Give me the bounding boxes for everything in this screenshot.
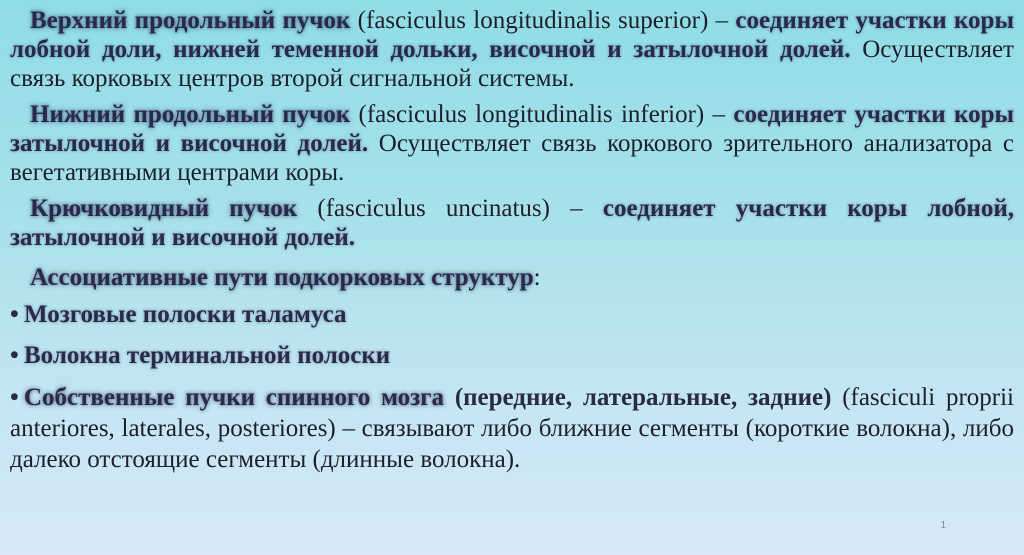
description-superior: Осуществляет связь корковых центров второй сигнальной системы. (10, 36, 1014, 92)
section-heading (10, 263, 1014, 292)
term-inferior: Нижний продольный пучок (30, 101, 351, 128)
section-heading-text: Ассоциативные пути подкорковых структур (30, 264, 534, 291)
paragraph-inferior-fasciculus (10, 100, 1014, 187)
term-spinal-fasciculi: Собственные пучки спинного мозга (24, 384, 445, 411)
paragraph-superior-fasciculus (10, 6, 1014, 93)
term-uncinate: Крючковидный пучок (30, 195, 298, 222)
bullet-dot: • (10, 342, 19, 369)
description-bold-inferior: соединяет участки коры затылочной и височной долей. (10, 101, 1015, 157)
description-inferior: Осуществляет связь коркового зрительного анализатора с вегетативными центрами коры. (10, 130, 1014, 186)
paragraph-uncinate-fasciculus (10, 194, 1014, 252)
bullet-text-terminal-stria: Волокна терминальной полоски (24, 342, 391, 369)
page-number: 1 (940, 520, 946, 531)
description-bold-superior: соединяет участки коры лобной доли, нижней теменной дольки, височной и затылочной долей. (10, 7, 1014, 63)
latin-superior: (fasciculus longitudinalis superior) – (350, 7, 736, 34)
spinal-description: (fasciculi proprii anteriores, laterales, posteriores) – связывают либо ближние сегменты (короткие волокна), либо далеко отстоящие сегменты (длинные волокна). (10, 384, 1014, 473)
latin-inferior: (fasciculus longitudinalis inferior) – (350, 101, 734, 128)
description-bold-uncinate: соединяет участки коры лобной, затылочной и височной долей. (10, 195, 1014, 251)
bullet-item (10, 341, 1014, 370)
bullet-dot: • (10, 384, 19, 411)
bullet-item (10, 300, 1014, 329)
section-heading-colon: : (533, 264, 541, 291)
latin-uncinate: (fasciculus uncinatus) – (297, 195, 603, 222)
term-superior: Верхний продольный пучок (30, 7, 351, 34)
bullet-text-thalamus: Мозговые полоски таламуса (24, 301, 347, 328)
spinal-directions: (передние, латеральные, задние) (444, 384, 832, 411)
bullet-item-spinal (10, 382, 1014, 475)
bullet-dot: • (10, 301, 19, 328)
